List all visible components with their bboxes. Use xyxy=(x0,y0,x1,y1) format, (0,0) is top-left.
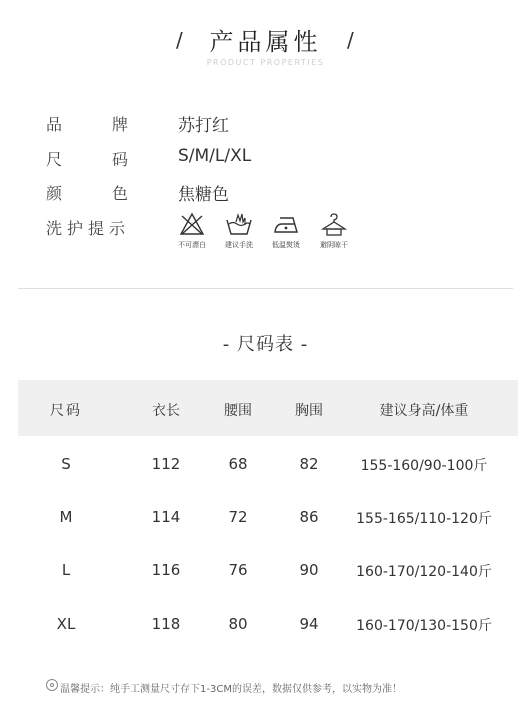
header-cell-height-weight: 建议身高/体重 xyxy=(379,403,469,419)
property-label-char: 码 xyxy=(111,150,128,169)
header-cell-chest: 胸围 xyxy=(295,403,323,419)
table-cell: 116 xyxy=(151,561,181,579)
property-label-size xyxy=(46,147,128,170)
no-bleach-icon xyxy=(179,212,205,236)
hang-dry-icon xyxy=(320,212,348,236)
table-cell: 155-160/90-100斤 xyxy=(360,458,488,474)
footnote: 温馨提示：纯手工测量尺寸存下1-3CM的误差，数据仅供参考，以实物为准！ xyxy=(60,684,402,695)
table-cell: M xyxy=(59,508,73,526)
table-cell: 72 xyxy=(228,508,248,526)
hand-wash-icon xyxy=(224,212,254,236)
property-label-char: 色 xyxy=(111,184,128,203)
low-iron-icon xyxy=(271,212,301,236)
care-item xyxy=(266,212,306,250)
care-label: 不可漂白 xyxy=(178,241,206,249)
property-label-char: 尺 xyxy=(46,150,63,169)
header-cell-waist: 腰围 xyxy=(224,403,252,419)
property-label-color xyxy=(46,181,128,204)
property-label-brand xyxy=(46,112,128,135)
care-item xyxy=(219,212,259,250)
property-label-char: 颜 xyxy=(46,184,63,203)
table-row xyxy=(18,615,518,635)
property-label-char: 牌 xyxy=(111,115,128,134)
care-label: 避阴晾干 xyxy=(320,241,348,249)
section-divider xyxy=(18,288,513,289)
table-cell: 118 xyxy=(151,615,181,633)
table-cell: 160-170/130-150斤 xyxy=(356,618,492,634)
size-table-header xyxy=(18,380,518,436)
table-cell: XL xyxy=(56,615,76,633)
care-label: 建议手洗 xyxy=(225,241,253,249)
table-cell: 155-165/110-120斤 xyxy=(356,511,492,527)
property-value-color: 焦糖色 xyxy=(178,185,229,205)
table-cell: 86 xyxy=(299,508,319,526)
table-cell: 160-170/120-140斤 xyxy=(356,564,492,580)
title-slash-left: / xyxy=(176,28,183,52)
care-label: 低温熨烫 xyxy=(272,241,300,249)
table-cell: 68 xyxy=(228,455,248,473)
table-cell: 82 xyxy=(299,455,319,473)
size-chart-title: - 尺码表 - xyxy=(222,334,309,355)
care-item xyxy=(172,212,212,250)
table-cell: 94 xyxy=(299,615,319,633)
property-value-brand: 苏打红 xyxy=(178,116,229,136)
care-item xyxy=(314,212,354,250)
table-cell: S xyxy=(61,455,71,473)
property-label-char: 品 xyxy=(46,115,63,134)
table-row xyxy=(18,508,518,528)
table-cell: 90 xyxy=(299,561,319,579)
table-cell: 76 xyxy=(228,561,248,579)
wash-label: 洗护提示 xyxy=(46,219,131,238)
header-cell-size: 尺码 xyxy=(50,403,82,419)
header-cell-length: 衣长 xyxy=(152,403,180,419)
table-row xyxy=(18,455,518,475)
title-slash-right: / xyxy=(347,28,354,52)
property-value-size: S/M/L/XL xyxy=(178,146,252,166)
table-cell: 114 xyxy=(151,508,181,526)
table-cell: 80 xyxy=(228,615,248,633)
table-row xyxy=(18,561,518,581)
table-cell: L xyxy=(61,561,71,579)
page-subtitle: PRODUCT PROPERTIES xyxy=(206,58,325,67)
table-cell: 112 xyxy=(151,455,181,473)
page-title: 产品属性 xyxy=(209,28,322,56)
info-icon xyxy=(46,679,58,691)
